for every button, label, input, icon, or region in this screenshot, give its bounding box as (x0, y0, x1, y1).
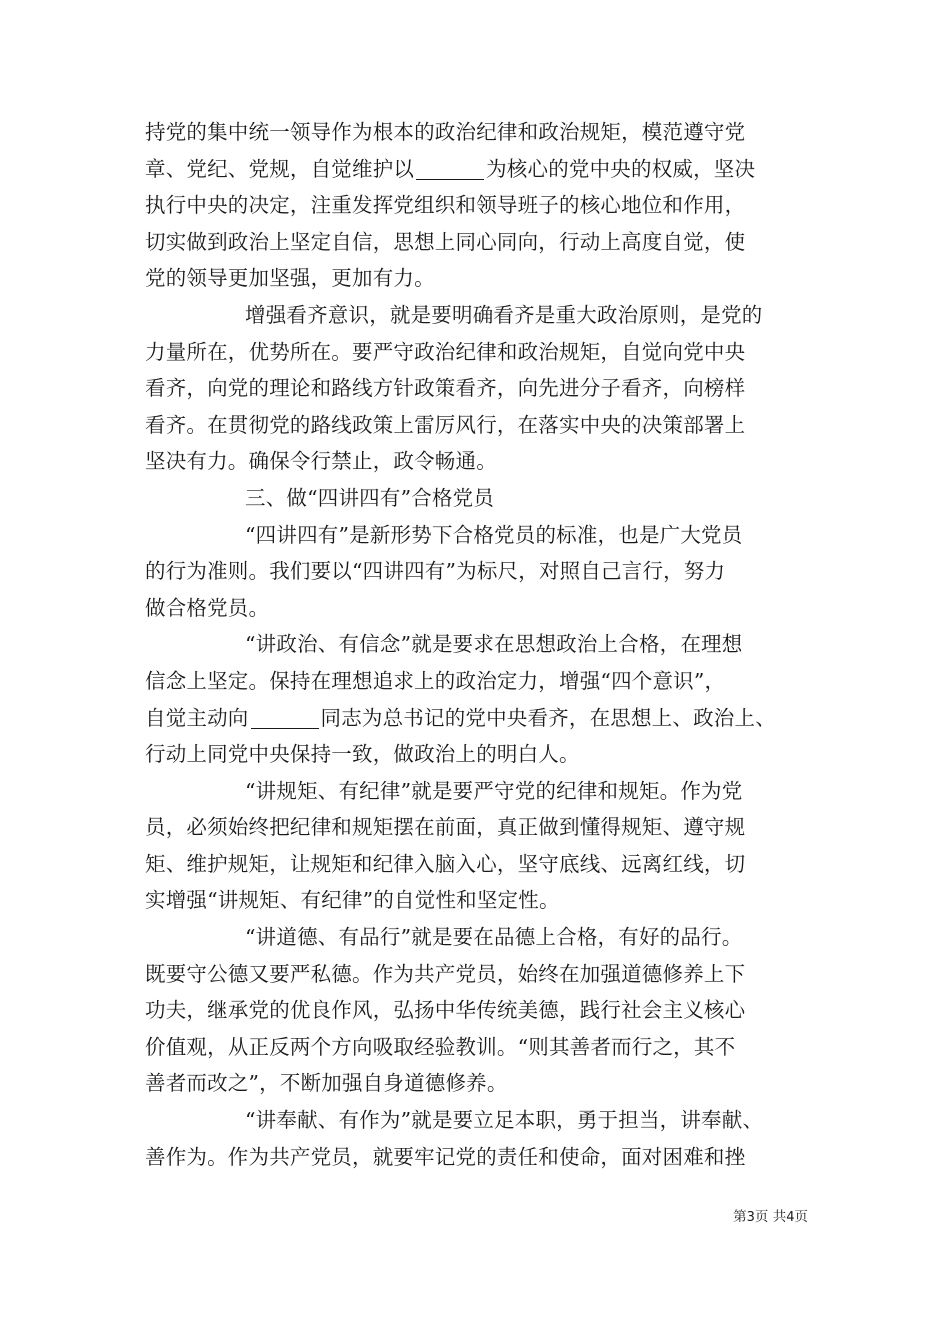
text-line (145, 260, 810, 297)
text-line (145, 736, 810, 773)
line-text: 党的领导更加坚强，更加有力。 (145, 266, 435, 291)
line-text-after-blank: 同志为总书记的党中央看齐，在思想上、政治上、 (320, 705, 776, 730)
text-line (145, 1139, 810, 1176)
text-line (145, 334, 810, 371)
line-text: 实增强“讲规矩、有纪律”的自觉性和坚定性。 (145, 888, 560, 913)
line-text: 坚决有力。确保令行禁止，政令畅通。 (145, 449, 497, 474)
text-line (145, 992, 810, 1029)
line-text: 善作为。作为共产党员，就要牢记党的责任和使命，面对困难和挫 (145, 1144, 746, 1169)
text-line (145, 919, 810, 956)
text-line (145, 407, 810, 444)
text-line (145, 224, 810, 261)
text-line (145, 1029, 810, 1066)
text-line (145, 517, 810, 554)
text-line (145, 187, 810, 224)
line-text: 员，必须始终把纪律和规矩摆在前面，真正做到懂得规矩、遵守规 (145, 815, 746, 840)
line-text: 既要守公德又要严私德。作为共产党员，始终在加强道德修养上下 (145, 961, 746, 986)
line-text: 的行为准则。我们要以“四讲四有”为标尺，对照自己言行，努力 (145, 559, 726, 584)
line-text: 持党的集中统一领导作为根本的政治纪律和政治规矩，模范遵守党 (145, 120, 746, 144)
text-line (145, 956, 810, 993)
text-line (145, 663, 810, 700)
line-text: 三、做“四讲四有”合格党员 (245, 485, 495, 510)
current-page-number: 3 (746, 1210, 755, 1225)
total-page-count: 4 (786, 1210, 795, 1225)
text-line (145, 626, 810, 663)
line-text: “四讲四有”是新形势下合格党员的标准，也是广大党员 (245, 522, 743, 547)
line-text: “讲规矩、有纪律”就是要严守党的纪律和规矩。作为党 (245, 778, 743, 803)
line-text: “讲道德、有品行”就是要在品德上合格，有好的品行。 (245, 925, 743, 950)
text-line (145, 700, 810, 737)
text-line (145, 553, 810, 590)
footer-suffix: 页 (794, 1209, 808, 1225)
line-text: 做合格党员。 (145, 595, 270, 620)
line-text: 矩、维护规矩，让规矩和纪律入脑入心，坚守底线、远离红线，切 (145, 851, 746, 876)
text-line (145, 151, 810, 188)
text-line (145, 443, 810, 480)
text-line (145, 882, 810, 919)
line-text: 执行中央的决定，注重发挥党组织和领导班子的核心地位和作用， (145, 193, 746, 218)
text-line (145, 114, 810, 151)
line-text: 功夫，继承党的优良作风，弘扬中华传统美德，践行社会主义核心 (145, 998, 746, 1023)
line-text: 力量所在，优势所在。要严守政治纪律和政治规矩，自觉向党中央 (145, 339, 746, 364)
text-line (145, 480, 810, 517)
line-text-after-blank: 为核心的党中央的权威，坚决 (486, 156, 756, 181)
text-line (145, 1065, 810, 1102)
document-body (145, 114, 810, 1175)
line-text: 行动上同党中央保持一致，做政治上的明白人。 (145, 742, 580, 767)
footer-prefix: 第 (733, 1209, 747, 1225)
line-text: 自觉主动向 (145, 705, 249, 730)
footer-middle: 页 共 (754, 1209, 787, 1225)
text-line (145, 297, 810, 334)
line-text: 善者而改之”，不断加强自身道德修养。 (145, 1071, 508, 1096)
text-line (145, 809, 810, 846)
page-number-indicator (733, 1205, 808, 1225)
text-line (145, 590, 810, 627)
text-line (145, 1102, 810, 1139)
line-text: “讲奉献、有作为”就是要立足本职，勇于担当，讲奉献、 (245, 1108, 764, 1133)
line-text: 增强看齐意识，就是要明确看齐是重大政治原则，是党的 (245, 302, 763, 327)
line-text: “讲政治、有信念”就是要求在思想政治上合格，在理想 (245, 632, 743, 657)
line-text: 看齐。在贯彻党的路线政策上雷厉风行，在落实中央的决策部署上 (145, 412, 746, 437)
text-line (145, 773, 810, 810)
text-line (145, 846, 810, 883)
text-line (145, 370, 810, 407)
fill-in-blank (251, 708, 319, 729)
line-text: 看齐，向党的理论和路线方针政策看齐，向先进分子看齐，向榜样 (145, 376, 746, 401)
line-text: 价值观，从正反两个方向吸取经验教训。“则其善者而行之，其不 (145, 1034, 736, 1059)
line-text: 信念上坚定。保持在理想追求上的政治定力，增强“四个意识”， (145, 668, 726, 693)
line-text: 切实做到政治上坚定自信，思想上同心同向，行动上高度自觉，使 (145, 229, 746, 254)
line-text: 章、党纪、党规，自觉维护以 (145, 156, 415, 181)
fill-in-blank (416, 159, 484, 180)
